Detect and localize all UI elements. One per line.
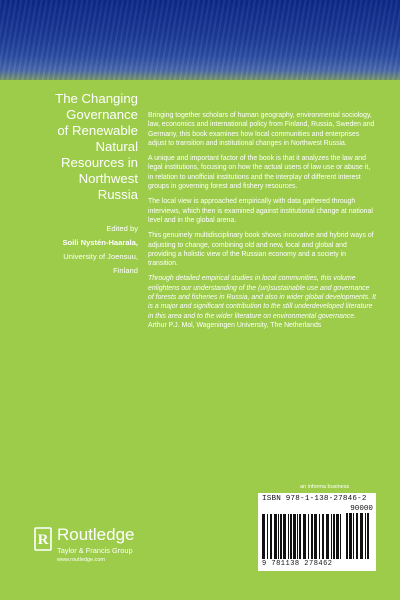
barcode-bar (336, 514, 339, 559)
informa-business-label: an informa business (300, 484, 350, 490)
barcode-bar (303, 514, 306, 559)
editor-credit (8, 222, 138, 278)
title-line: of Renewable (57, 123, 138, 138)
barcode-bar (288, 514, 289, 559)
routledge-logo-icon (34, 527, 52, 551)
editor-affiliation: University of Joensuu, (63, 252, 138, 261)
barcode-bar (308, 514, 309, 559)
endorsement-attribution: Arthur P.J. Mol, Wageningen University, The Netherlands (148, 321, 322, 329)
publisher-name: Routledge (57, 525, 135, 544)
isbn-text: ISBN 978-1-138-27846-2 (262, 495, 367, 503)
logo-mark-letter: R (37, 532, 49, 548)
barcode-bar (322, 514, 324, 559)
title-line: Governance (66, 107, 138, 122)
barcode-bar (280, 514, 282, 559)
title-line: Natural (95, 139, 138, 154)
publisher-group: Taylor & Francis Group (57, 546, 133, 555)
barcode-bar (314, 514, 317, 559)
editor-name: Soili Nystén-Haarala, (62, 238, 138, 247)
barcode-bar (326, 514, 329, 559)
barcode-bar (365, 513, 366, 559)
blurb-paragraph: The local view is approached empirically with data gathered through interviews, which then is examined against institutional change at national level and in the global arena. (148, 198, 373, 224)
blurb-paragraph: A unique and important factor of the book is that it analyzes the law and legal institutions, focusing on how the actual users of law use or abuse it, in relation to unofficial institutions and the interplay of different interest groups in governing forest and fishery resources. (148, 155, 371, 191)
barcode-bar (353, 513, 354, 559)
publisher-logo (34, 522, 184, 572)
barcode-bar (356, 513, 358, 559)
barcode-bar (349, 513, 352, 559)
title-line: The Changing (55, 91, 138, 106)
title-line: Russia (97, 187, 138, 202)
blurb-paragraph: This genuinely multidisciplinary book shows innovative and hybrid ways of adjusting to change, combining old and new, local and global and providing a holistic view of the Russian economy and a society in transition. (148, 232, 374, 268)
blurb-text (148, 111, 376, 330)
editor-country: Finland (113, 266, 138, 275)
ean-digits: 9 781138 278462 (262, 560, 333, 568)
title-line: Northwest (78, 171, 138, 186)
barcode-bar (293, 514, 296, 559)
barcode-bar (267, 514, 268, 559)
photo-texture (0, 0, 400, 80)
barcode-bar (290, 514, 292, 559)
edited-by-label: Edited by (106, 224, 138, 233)
barcode-bar (367, 513, 369, 559)
book-title (8, 91, 138, 203)
addon-barcode (346, 513, 372, 559)
barcode-panel (258, 493, 376, 571)
barcode-bar (333, 514, 335, 559)
endorsement-quote: Through detailed empirical studies in local communities, this volume enlightens our understanding of the (un)sustainable use and governance of forests and fisheries in Russia, and also in wider global developments. It is a major and significant contribution to the still underdeveloped literature in this area and to the wider literature on environmental governance. (148, 275, 376, 320)
barcode-bar (283, 514, 286, 559)
barcode-bar (346, 513, 348, 559)
barcode-bar (360, 513, 363, 559)
barcode-bar (311, 514, 313, 559)
blurb-paragraph: Bringing together scholars of human geography, environmental sociology, law, economics and international policy from Finland, Russia, Sweden and Germany, this book examines how local communities and enterprises adjust to transition and institutional changes in Northwest Russia. (148, 112, 375, 147)
barcode-bar (331, 514, 332, 559)
price-code: 90000 (350, 505, 373, 513)
barcode-bar (274, 514, 277, 559)
barcode-bar (270, 514, 272, 559)
publisher-url: www.routledge.com (57, 557, 105, 563)
title-line: Resources in (61, 155, 138, 170)
barcode-bar (299, 514, 301, 559)
barcode-bar (297, 514, 298, 559)
barcode-bar (340, 514, 341, 559)
barcode-bar (319, 514, 320, 559)
barcode-bar (278, 514, 279, 559)
barcode-bar (262, 514, 265, 559)
cover-photo (0, 0, 400, 80)
ean-barcode (262, 514, 344, 559)
